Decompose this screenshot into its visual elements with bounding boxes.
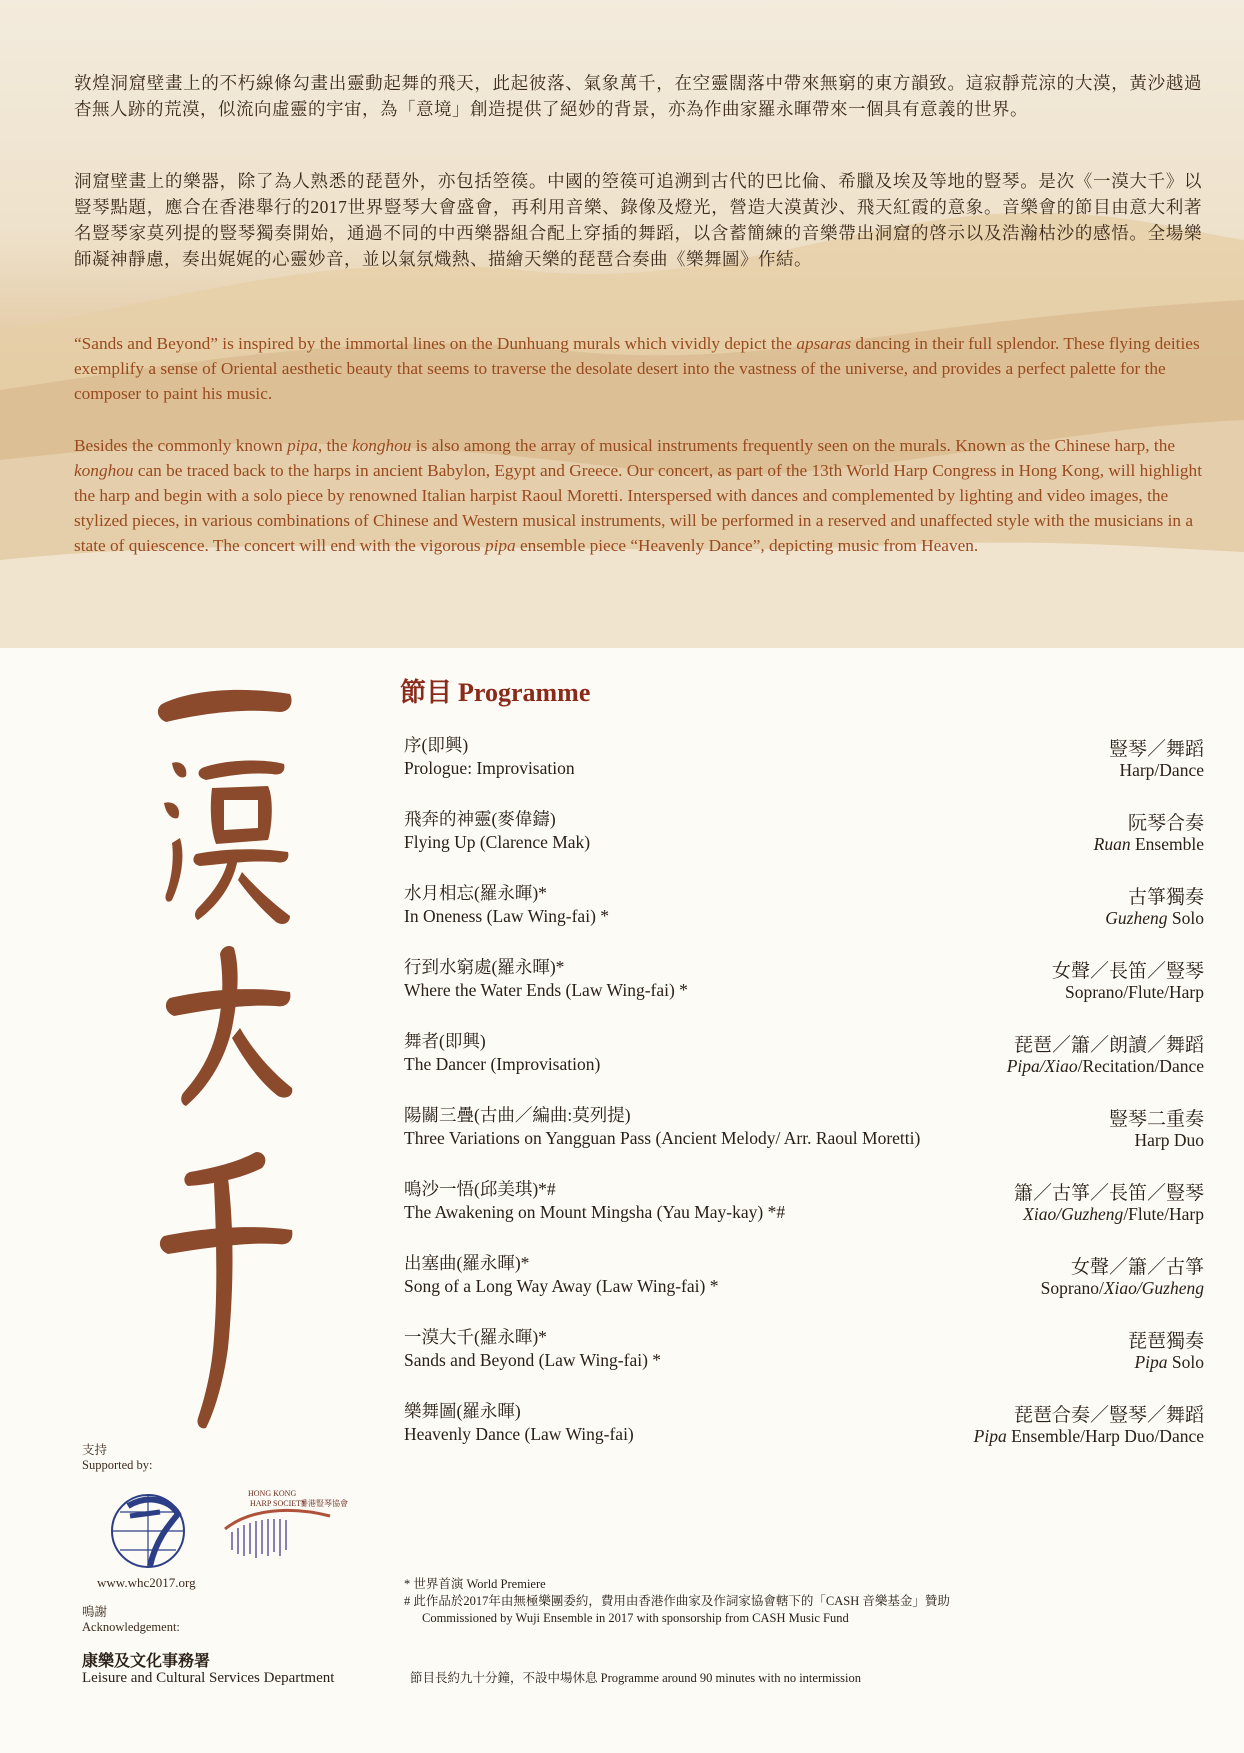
- programme-item: [404, 1398, 1204, 1458]
- intro-en-paragraph-2: Besides the commonly known pipa, the konghou is also among the array of musical instruments frequently seen on the murals. Known as the Chinese harp, the konghou can be traced back to the harps in ancient Babylon, Egypt and Greece. Our concert, as part of the 13th World Harp Congress in Hong Kong, will highlight the harp and begin with a solo piece by renowned Italian harpist Raoul Moretti. Interspersed with dances and complemented by lighting and video images, the stylized pieces, in various combinations of Chinese and Western musical instruments, will be performed in a reserved and unaffected style with the musicians in a state of quiescence. The concert will end with the vigorous pipa ensemble piece “Heavenly Dance”, depicting music from Heaven.: [74, 436, 1202, 555]
- instrumentation-zh: 簫／古箏／長笛／豎琴: [1013, 1183, 1204, 1204]
- instrumentation-en: Pipa Ensemble/Harp Duo/Dance: [973, 1426, 1204, 1446]
- calligraphy-title-image: [150, 668, 300, 1438]
- piece-title-en: Flying Up (Clarence Mak): [404, 832, 591, 852]
- programme-item: [404, 806, 1204, 866]
- piece-title-en: Where the Water Ends (Law Wing-fai) *: [404, 980, 688, 1000]
- piece-title-en: Sands and Beyond (Law Wing-fai) *: [404, 1350, 662, 1370]
- programme-item: [404, 732, 1204, 792]
- piece-title-zh: 樂舞圖(羅永暉): [404, 1401, 521, 1421]
- supported-by-block: [82, 1440, 372, 1473]
- acknowledgement-label-zh: 鳴謝: [82, 1605, 108, 1619]
- supported-by-label-zh: 支持: [82, 1443, 108, 1457]
- programme-item: [404, 880, 1204, 940]
- instrumentation-zh: 女聲／長笛／豎琴: [1051, 961, 1204, 982]
- whc-website-url: www.whc2017.org: [97, 1575, 196, 1590]
- programme-item: [404, 1250, 1204, 1310]
- piece-title-zh: 鳴沙一悟(邱美琪)*#: [404, 1179, 556, 1199]
- piece-title-en: The Dancer (Improvisation): [404, 1054, 601, 1074]
- instrumentation-zh: 豎琴／舞蹈: [1108, 739, 1204, 760]
- instrumentation-en: Soprano/Xiao/Guzheng: [1040, 1278, 1204, 1298]
- programme-title-en: Programme: [458, 678, 591, 707]
- piece-title-en: In Oneness (Law Wing-fai) *: [404, 906, 610, 926]
- instrumentation-zh: 琵琶獨奏: [1127, 1331, 1204, 1352]
- instrumentation-zh: 豎琴二重奏: [1108, 1109, 1204, 1130]
- programme-item: [404, 1028, 1204, 1088]
- intro-zh-paragraph-2: 洞窟壁畫上的樂器，除了為人熟悉的琵琶外，亦包括箜篌。中國的箜篌可追溯到古代的巴比倫、希臘及埃及等地的豎琴。是次《一漠大千》以豎琴點題，應合在香港舉行的2017世界豎琴大會盛會，再利用音樂、錄像及燈光，營造大漠黃沙、飛天紅霞的意象。音樂會的節目由意大利著名豎琴家莫列提的豎琴獨奏開始，通過不同的中西樂器組合配上穿插的舞蹈，以含蓄簡練的音樂帶出洞窟的啓示以及浩瀚枯沙的感悟。全場樂師凝神靜慮，奏出娓娓的心靈妙音，並以氣氛熾熱、描繪天樂的琵琶合奏曲《樂舞圖》作結。: [74, 171, 1202, 269]
- sponsor-logos: [108, 1476, 348, 1581]
- instrumentation-zh: 古箏獨奏: [1127, 887, 1204, 908]
- piece-title-zh: 出塞曲(羅永暉)*: [404, 1253, 530, 1273]
- piece-title-en: Song of a Long Way Away (Law Wing-fai) *: [404, 1276, 719, 1296]
- svg-text:香港豎琴協會: 香港豎琴協會: [300, 1499, 348, 1508]
- piece-title-zh: 飛奔的神靈(麥偉鑄): [404, 809, 556, 829]
- piece-title-zh: 舞者(即興): [404, 1031, 486, 1051]
- lcsd-name-zh: 康樂及文化事務署: [82, 1653, 211, 1670]
- world-harp-congress-logo: [108, 1476, 208, 1576]
- instrumentation-zh: 琵琶／簫／朗讀／舞蹈: [1013, 1035, 1204, 1056]
- piece-title-en: The Awakening on Mount Mingsha (Yau May-kay) *#: [404, 1202, 786, 1222]
- svg-text:HONG KONG: HONG KONG: [248, 1489, 297, 1498]
- note-world-premiere: * 世界首演 World Premiere: [404, 1577, 546, 1591]
- supported-by-label-en: Supported by:: [82, 1458, 153, 1472]
- piece-title-en: Heavenly Dance (Law Wing-fai): [404, 1424, 634, 1444]
- programme-duration: 節目長約九十分鐘，不設中場休息 Programme around 90 minutes with no intermission: [410, 1671, 862, 1685]
- intro-en-paragraph-1: “Sands and Beyond” is inspired by the immortal lines on the Dunhuang murals which vividly depict the apsaras dancing in their full splendor. These flying deities exemplify a sense of Oriental aesthetic beauty that seems to traverse the desolate desert into the vastness of the universe, and provides a perfect palette for the composer to paint his music.: [74, 334, 1200, 403]
- programme-item: [404, 1176, 1204, 1236]
- svg-text:HARP SOCIETY: HARP SOCIETY: [250, 1499, 307, 1508]
- instrumentation-en: Harp/Dance: [1119, 760, 1204, 780]
- piece-title-zh: 陽關三疊(古曲／編曲:莫列提): [404, 1105, 631, 1125]
- instrumentation-en: Guzheng Solo: [1105, 908, 1204, 928]
- programme-item: [404, 1102, 1204, 1162]
- programme-title: [400, 672, 590, 709]
- piece-title-zh: 行到水窮處(羅永暉)*: [404, 957, 565, 977]
- lcsd-name-en: Leisure and Cultural Services Department: [82, 1670, 335, 1686]
- instrumentation-zh: 阮琴合奏: [1127, 813, 1204, 834]
- piece-title-zh: 一漠大千(羅永暉)*: [404, 1327, 547, 1347]
- piece-title-zh: 序(即興): [404, 735, 469, 755]
- instrumentation-en: Ruan Ensemble: [1093, 834, 1204, 854]
- programme-notes: [404, 1576, 950, 1627]
- programme-item: [404, 1324, 1204, 1384]
- instrumentation-en: Soprano/Flute/Harp: [1064, 982, 1204, 1002]
- note-commission-en: Commissioned by Wuji Ensemble in 2017 with sponsorship from CASH Music Fund: [422, 1611, 849, 1625]
- instrumentation-zh: 琵琶合奏／豎琴／舞蹈: [1013, 1405, 1204, 1426]
- desert-intro-panel: [0, 0, 1244, 648]
- programme-title-zh: 節目: [400, 678, 453, 707]
- piece-title-en: Three Variations on Yangguan Pass (Ancient Melody/ Arr. Raoul Moretti): [404, 1128, 921, 1148]
- hong-kong-harp-society-logo: [220, 1484, 370, 1564]
- instrumentation-en: Pipa Solo: [1134, 1352, 1204, 1372]
- note-commission-zh: # 此作品於2017年由無極樂團委約，費用由香港作曲家及作詞家協會轄下的「CASH 音樂基金」贊助: [404, 1594, 950, 1608]
- piece-title-zh: 水月相忘(羅永暉)*: [404, 883, 547, 903]
- instrumentation-en: Harp Duo: [1134, 1130, 1204, 1150]
- programme-item: [404, 954, 1204, 1014]
- intro-zh-paragraph-1: 敦煌洞窟壁畫上的不朽線條勾畫出靈動起舞的飛天，此起彼落、氣象萬千，在空靈闊落中帶來無窮的東方韻致。這寂靜荒涼的大漠，黃沙越過杳無人跡的荒漠，似流向虛靈的宇宙，為「意境」創造提供了絕妙的背景，亦為作曲家羅永暉帶來一個具有意義的世界。: [74, 73, 1202, 119]
- instrumentation-zh: 女聲／簫／古箏: [1070, 1257, 1204, 1278]
- acknowledgement-label-en: Acknowledgement:: [82, 1620, 180, 1634]
- piece-title-en: Prologue: Improvisation: [404, 758, 575, 778]
- instrumentation-en: Pipa/Xiao/Recitation/Dance: [1006, 1056, 1204, 1076]
- instrumentation-en: Xiao/Guzheng/Flute/Harp: [1023, 1204, 1204, 1224]
- acknowledgement-block: [82, 1602, 180, 1635]
